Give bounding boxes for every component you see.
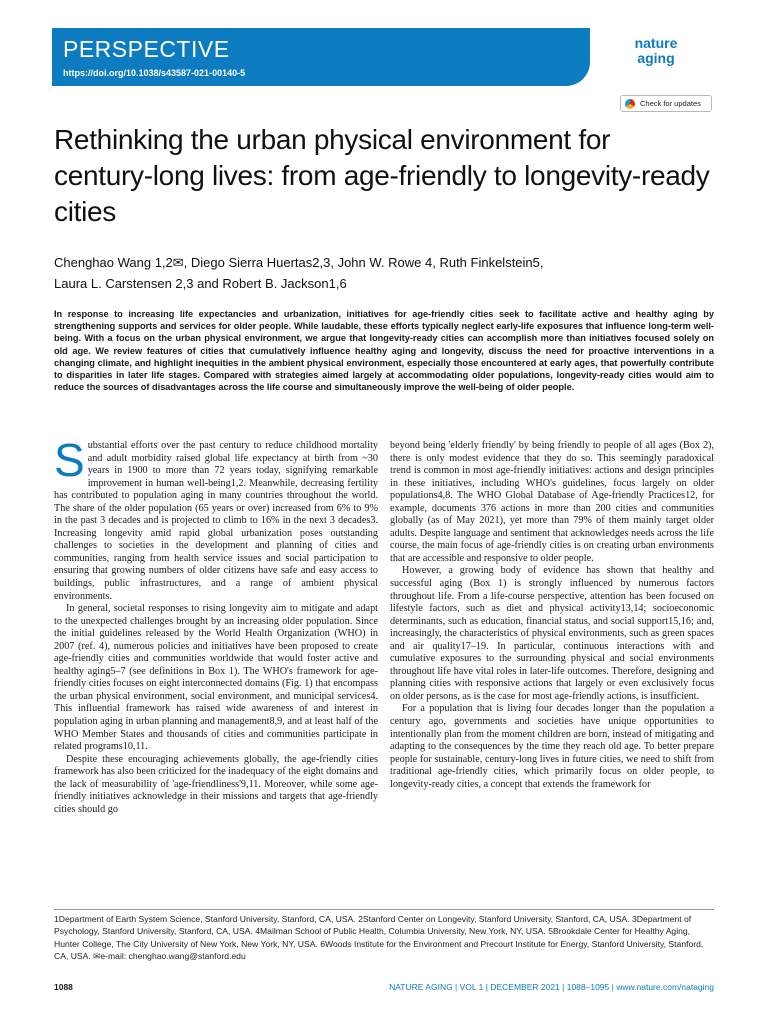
- body-paragraph: For a population that is living four decades longer than the population a century ago, governments and societies have unique opportunities to intentionally plan from the moment children are born, instead of mitigating and adapting to the consequences by the time they reach old age. To better prepare people for sustainable, century-long lives in future cities, we need to shift from traditional age-friendly cities, which primarily focus on older people, to longevity-ready cities, a concept that extends the framework for: [390, 703, 714, 790]
- affiliations: 1Department of Earth System Science, Stanford University, Stanford, CA, USA. 2Stanford Center on Longevity, Stanford University, Stanford, CA, USA. 3Department of Psychology, Stanford University, Stanford, CA, USA. 4Mailman School of Public Health, Columbia University, New York, NY, USA. 5Brookdale Center for Healthy Aging, Hunter College, The City University of New York, New York, NY, USA. 6Woods Institute for the Environment and Precourt Institute for Energy, Stanford University, Stanford, CA, USA. ✉e-mail: chenghao.wang@stanford.edu: [54, 914, 704, 961]
- body-column-left: [54, 434, 378, 816]
- body-column-right: [390, 440, 714, 791]
- journal-footer[interactable]: NATURE AGING | VOL 1 | DECEMBER 2021 | 1088–1095 | www.nature.com/nataging: [389, 982, 714, 992]
- article-type: PERSPECTIVE: [63, 36, 230, 62]
- footnote-divider: [54, 909, 714, 910]
- abstract: In response to increasing life expectancies and urbanization, initiatives for age-friendly cities seek to facilitate active and healthy aging by strengthening supports and services for older people. While laudable, these efforts typically neglect early-life exposures that influence long-term well-being. With a focus on the urban physical environment, we argue that longevity-ready cities can accomplish more than initiatives focused solely on old age. We review features of cities that cumulatively influence healthy aging and longevity, discuss the need for proactive interventions in a changing climate, and highlight inequities in the ambient physical environment, especially those encountered at early ages, that powerfully contribute to disparities in later life stages. Compared with strategies aimed largely at accommodating older populations, longevity-ready cities would aim to reduce the sources of disadvantages across the life course and simultaneously improve the well-being of older people.: [54, 309, 714, 393]
- drop-cap: S: [54, 434, 85, 486]
- paragraph-text: ubstantial efforts over the past century to reduce childhood mortality and adult morbidity raised global life expectancy at birth from ~30 years in 1900 to more than 72 years today, signifying remarkable improvement in human well-being1,2. Meanwhile, decreasing fertility has contributed to population aging in many countries throughout the world. The share of the older population (65 years or over) increased from 6% to 9% in the past 3 decades and is projected to climb to 16% in the next 3 decades3. Increasing longevity amid rapid global urbanization poses outstanding challenges to societies in the development and planning of cities and communities, ranging from health service issues and social participation to ensuring that growing numbers of older citizens have safe and easy access to buildings, public infrastructures, and a range of ambient physical environments.: [54, 440, 378, 602]
- crossmark-icon: [625, 99, 635, 109]
- article-type-banner: [52, 28, 590, 86]
- body-paragraph: In general, societal responses to rising longevity aim to mitigate and adapt to the unexpected challenges brought by an increasing older population. Since the initial guidelines released by the World Health Organization (WHO) in 2007 (ref. 4), numerous policies and initiatives have been proposed to create age-friendly cities and communities worldwide that would foster active and healthy aging5–7 (see definitions in Box 1). The WHO's framework for age-friendly cities focuses on eight interconnected domains (Fig. 1) that encompass the urban physical environment, social environment, and municipal services4. This influential framework has raised wide awareness of and interest in population aging in urban planning and management8,9, and at least half of the WHO Member States and thousands of cities and communities participate in related programs10,11.: [54, 603, 378, 753]
- body-paragraph: Despite these encouraging achievements globally, the age-friendly cities framework has also been criticized for the inadequacy of the eight domains and the lack of measurability of 'age-friendliness'9,11. Moreover, while some age-friendly initiatives acknowledge in their missions and targets that age-friendly cities should go: [54, 753, 378, 815]
- check-for-updates-button[interactable]: [620, 95, 712, 112]
- journal-logo-line2: aging: [637, 50, 675, 66]
- body-paragraph: [54, 434, 378, 603]
- author-list: [54, 252, 714, 294]
- check-for-updates-label: Check for updates: [640, 99, 701, 108]
- journal-logo-line1: nature: [634, 35, 678, 51]
- author-line-2: Laura L. Carstensen 2,3 and Robert B. Jackson1,6: [54, 276, 347, 291]
- article-title: Rethinking the urban physical environment for century-long lives: from age-friendly to longevity-ready cities: [54, 124, 710, 227]
- page-number: 1088: [54, 982, 73, 992]
- journal-logo[interactable]: [600, 36, 712, 66]
- author-line-1: Chenghao Wang 1,2✉, Diego Sierra Huertas2,3, John W. Rowe 4, Ruth Finkelstein5,: [54, 255, 544, 270]
- doi-link[interactable]: https://doi.org/10.1038/s43587-021-00140-5: [63, 68, 246, 78]
- body-paragraph: However, a growing body of evidence has shown that healthy and successful aging (Box 1) is strongly influenced by numerous factors throughout life. From a life-course perspective, attention has been focused on lifestyle factors, such as diet and physical activity13,14; socioeconomic determinants, such as education, financial status, and social support15,16; and, increasingly, the characteristics of physical environments, such as green spaces and air quality17–19. In particular, continuous interactions with and cumulative exposures to the surrounding physical and social environments throughout life have vital roles in later-life outcomes. Therefore, designing and planning cities with responsive actions that largely or even exclusively focus on older persons, as is the case for most age-friendly actions, is insufficient.: [390, 565, 714, 702]
- body-paragraph: beyond being 'elderly friendly' by being friendly to people of all ages (Box 2), there is only modest evidence that they do so. This seemingly paradoxical trend is common in most age-friendly initiatives: actions and design principles in these initiatives, including WHO's guidelines, focus largely on older populations4,8. The WHO Global Database of Age-friendly Practices12, for example, documents 376 actions in more than 200 cities and communities globally (as of May 2021), yet more than 79% of them mainly target older adults. Despite language and sentiment that acknowledges needs across the life course, the main focus of age-friendly cities is on creating urban environments that are accessible and responsive to older people.: [390, 440, 714, 564]
